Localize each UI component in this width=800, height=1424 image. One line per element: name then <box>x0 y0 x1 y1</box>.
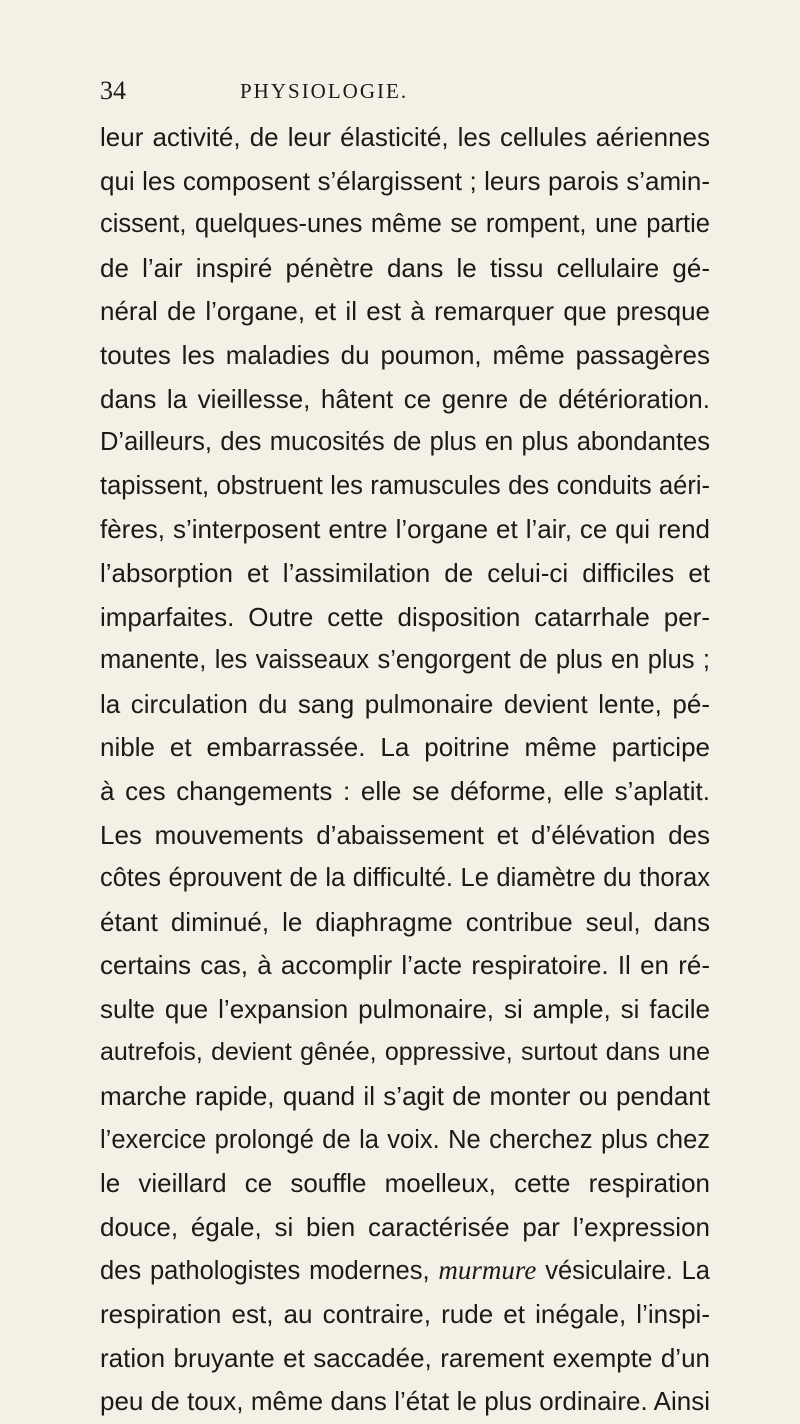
text-line: le vieillard ce souffle moelleux, cette respiration <box>100 1168 710 1199</box>
text-line: leur activité, de leur élasticité, les cellules aériennes <box>100 122 710 152</box>
running-title: PHYSIOLOGIE. <box>240 79 409 103</box>
text-line: tapissent, obstruent les ramuscules des conduits aéri- <box>100 471 710 500</box>
text-line: qui les composent s’élargissent ; leurs parois s’amin- <box>100 165 710 196</box>
text-line: nible et embarrassée. La poitrine même participe <box>100 732 710 763</box>
text-line: toutes les maladies du poumon, même passagères <box>100 339 710 370</box>
text-line: ration bruyante et saccadée, rarement exempte d’un <box>100 1342 710 1373</box>
text-line: l’exercice prolongé de la voix. Ne cherchez plus chez <box>100 1125 710 1154</box>
text-segment: vésiculaire. La <box>536 1257 710 1286</box>
text-line: respiration est, au contraire, rude et inégale, l’inspi- <box>100 1299 710 1330</box>
text-line: fères, s’interposent entre l’organe et l’air, ce qui rend <box>100 514 710 545</box>
text-line: l’absorption et l’assimilation de celui-ci difficiles et <box>100 557 710 588</box>
text-line: peu de toux, même dans l’état le plus ordinaire. Ainsi <box>100 1386 710 1417</box>
text-line: autrefois, devient gênée, oppressive, surtout dans une <box>100 1038 710 1067</box>
text-line: de l’air inspiré pénètre dans le tissu cellulaire gé- <box>100 252 710 283</box>
text-line: néral de l’organe, et il est à remarquer que presque <box>100 296 710 327</box>
text-line: à ces changements : elle se déforme, elle s’aplatit. <box>100 775 710 806</box>
text-line: manente, les vaisseaux s’engorgent de plus en plus ; <box>100 646 710 675</box>
text-line: imparfaites. Outre cette disposition catarrhale per- <box>100 601 710 632</box>
text-line-with-italic <box>100 1249 710 1293</box>
text-line: Les mouvements d’abaissement et d’élévation des <box>100 819 710 850</box>
text-line: marche rapide, quand il s’agit de monter ou pendant <box>100 1081 710 1112</box>
text-line: sulte que l’expansion pulmonaire, si ample, si facile <box>100 993 710 1024</box>
text-line: certains cas, à accomplir l’acte respiratoire. Il en ré- <box>100 950 710 981</box>
page-number: 34 <box>100 76 126 105</box>
text-segment: des pathologistes modernes, <box>100 1257 439 1286</box>
text-line: douce, égale, si bien caractérisée par l’expression <box>100 1211 710 1242</box>
text-line: la circulation du sang pulmonaire devient lente, pé- <box>100 688 710 719</box>
text-line: D’ailleurs, des mucosités de plus en plus abondantes <box>100 428 710 457</box>
italic-term: murmure <box>438 1255 537 1286</box>
text-line: étant diminué, le diaphragme contribue seul, dans <box>100 906 710 937</box>
text-line: dans la vieillesse, hâtent ce genre de détérioration. <box>100 383 710 414</box>
running-head <box>100 76 710 106</box>
text-line: côtes éprouvent de la difficulté. Le diamètre du thorax <box>100 864 710 893</box>
body-text <box>100 116 710 1424</box>
text-line: cissent, quelques-unes même se rompent, une partie <box>100 210 710 239</box>
